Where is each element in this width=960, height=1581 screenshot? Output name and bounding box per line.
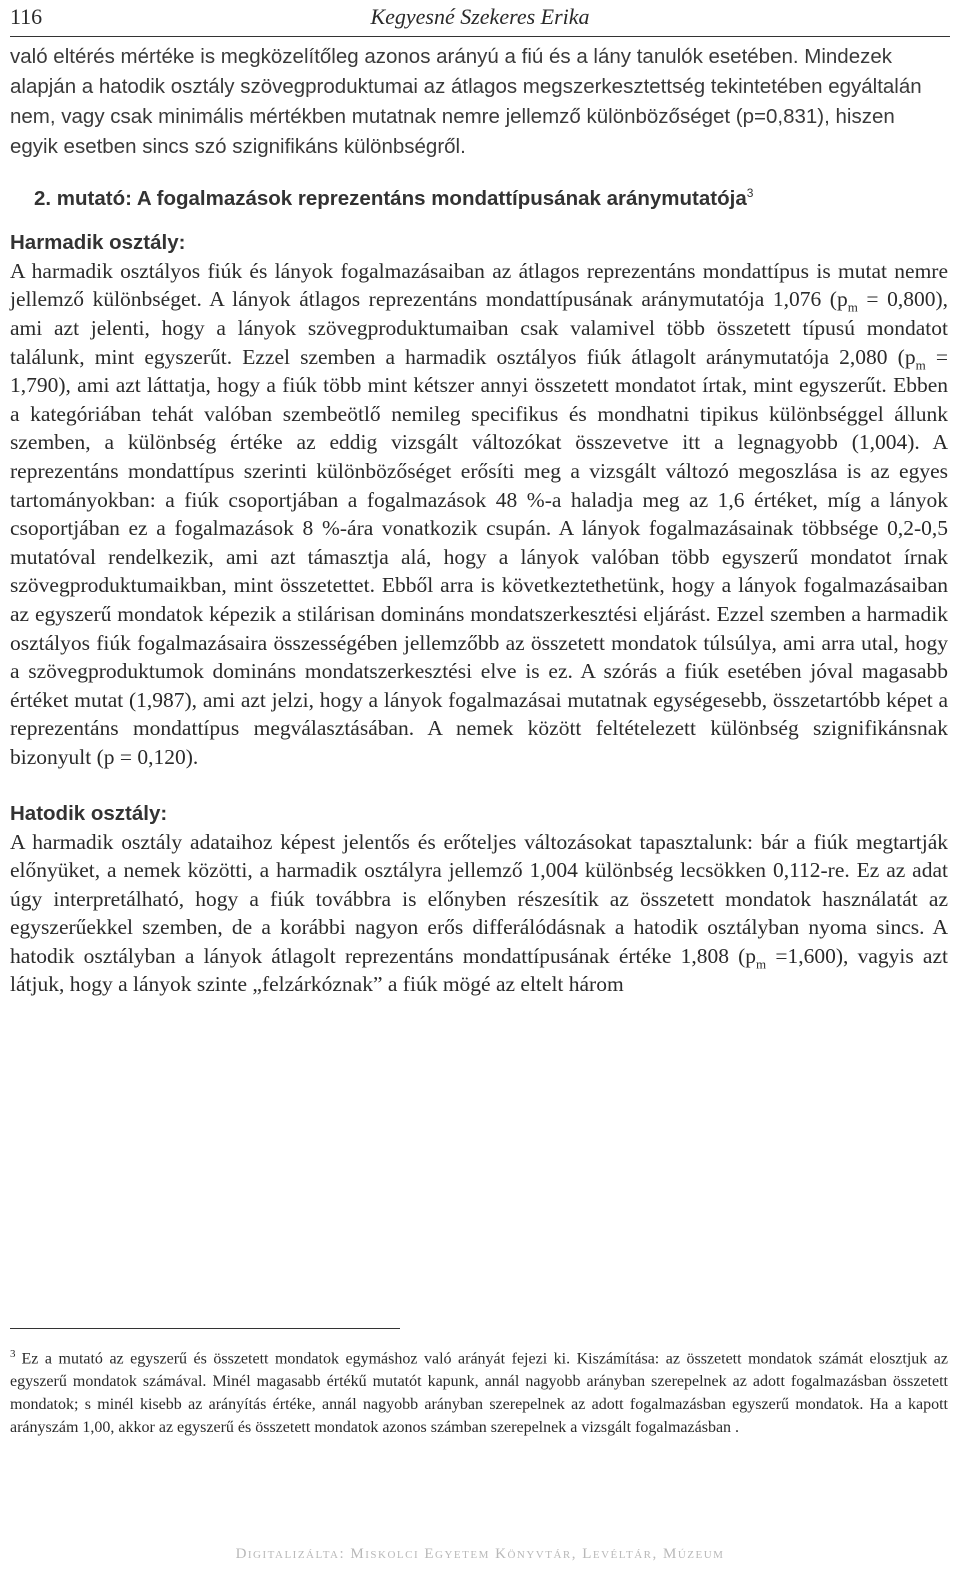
- section-heading-sixth-grade: Hatodik osztály:: [10, 801, 168, 825]
- running-head: Kegyesné Szekeres Erika: [370, 4, 590, 29]
- footnote: [10, 1343, 948, 1439]
- footnote-rule: [10, 1328, 400, 1329]
- subscript: m: [756, 956, 767, 972]
- section-heading-third-grade: Harmadik osztály:: [10, 230, 186, 254]
- paragraph-text: =1,600), vagyis azt látjuk, hogy a lányok szinte „felzárkóznak” a fiúk mögé az eltelt három: [10, 943, 948, 997]
- third-grade-paragraph: [10, 257, 948, 772]
- footnote-number: 3: [10, 1348, 16, 1360]
- paragraph-text: A harmadik osztály adataihoz képest jelentős és erőteljes változásokat tapasztalunk: bár a fiúk megtartják előnyüket, a nemek közötti, a harmadik osztályra jellemző 1,004 különbség lecsökken 0,112-re. Ez az adat úgy interpretálható, hogy a fiúk továbbra is előnyben részesítik az összetett mondatok használatát az egyszerűekkel szemben, de a korábbi nagyon erős differálódásnak a hatodik osztályban nyoma sincs. A hatodik osztályban a lányok átlagolt reprezentáns mondattípusának értéke 1,808 (p: [10, 829, 948, 968]
- intro-paragraph: való eltérés mértéke is megközelítőleg azonos arányú a fiú és a lány tanulók esetében. Mindezek alapján a hatodik osztály szövegproduktumai az átlagos megszerkesztettség tekintetében egyáltalán nem, vagy csak minimális mértékben mutatnak nemre jellemző különbözőséget (p=0,831), hiszen egyik esetben sincs szó szignifikáns különbségről.: [10, 45, 922, 158]
- footnote-ref: 3: [746, 186, 754, 200]
- main-content: [10, 42, 948, 999]
- digitization-watermark: Digitalizálta: Miskolci Egyetem Könyvtár, Levéltár, Múzeum: [235, 1546, 725, 1562]
- paragraph-text: = 0,800), ami azt jelenti, hogy a lányok szövegproduktumaiban csak valamivel több összetett típusú mondatot találunk, mint egyszerűt. Ezzel szemben a harmadik osztályos fiúk átlagolt aránymutatója 2,080 (p: [10, 287, 948, 369]
- paragraph-text: = 1,790), ami azt láttatja, hogy a fiúk több mint kétszer annyi összetett mondatot írtak, mint egyszerűt. Ebben a kategóriában tehát valóban szembeötlő nemileg specifikus és mondhatni tipikus különbséggel állunk szemben, a különbség értéke az eddig vizsgált változókat összevetve itt a legnagyobb (1,004). A reprezentáns mondattípus szerinti különbözőséget erősíti meg a vizsgált változó megoszlása is az egyes tartományokban: a fiúk csoportjában a fogalmazások 48 %-a haladja meg az 1,6 értéket, míg a lányok csoportjában ez a fogalmazások 8 %-ára vonatkozik csupán. A lányok fogalmazásainak többsége 0,2-0,5 mutatóval rendelkezik, ami azt támasztja alá, hogy a lányok valóban több egyszerű mondatot írnak szövegproduktumaikban, mint összetettet. Ebből arra is következtethetünk, hogy a lányok fogalmazásaiban az egyszerű mondatok képezik a stilárisan domináns mondatszerkesztési eljárást. Ezzel szemben a harmadik osztályos fiúk fogalmazásaira összességében jellemzőbb az összetett mondatok túlsúlya, ami arra utal, hogy a szövegproduktumok domináns mondatszerkesztési elve is ez. A szórás a fiúk esetében jóval magasabb értéket mutat (1,987), ami azt jelzi, hogy a lányok fogalmazásai mutatnak egységesebb, összetartóbb képet a reprezentáns mondattípus megválasztásában. A nemek között feltételezett különbség szignifikánsnak bizonyult (p = 0,120).: [10, 344, 948, 769]
- indicator-title: [10, 186, 948, 211]
- subscript: m: [847, 299, 858, 315]
- page-number: 116: [10, 4, 43, 29]
- paragraph-text: A harmadik osztályos fiúk és lányok fogalmazásaiban az átlagos reprezentáns mondattípus is mutat nemre jellemző különbséget. A lányok átlagos reprezentáns mondattípusának aránymutatója 1,076 (p: [10, 258, 948, 312]
- sixth-grade-paragraph: [10, 828, 948, 1000]
- footnote-text: Ez a mutató az egyszerű és összetett mondatok egymáshoz való arányát fejezi ki. Kiszámítása: az összetett mondatok számát elosztjuk az egyszerű mondatok számával. Minél magasabb értékű mutatót kapunk, annál nagyobb arányban szerepelnek az adott fogalmazásban összetett mondatok; s minél kisebb az arányítás értéke, annál nagyobb arányban szerepelnek az adott fogalmazásban egyszerű mondatok. Ha a kapott arányszám 1,00, akkor az egyszerű és összetett mondatok azonos számban szerepelnek a vizsgált fogalmazásban .: [10, 1350, 948, 1437]
- page-header: [10, 2, 950, 37]
- indicator-title-text: 2. mutató: A fogalmazások reprezentáns mondattípusának aránymutatója: [34, 186, 747, 210]
- subscript: m: [915, 356, 926, 372]
